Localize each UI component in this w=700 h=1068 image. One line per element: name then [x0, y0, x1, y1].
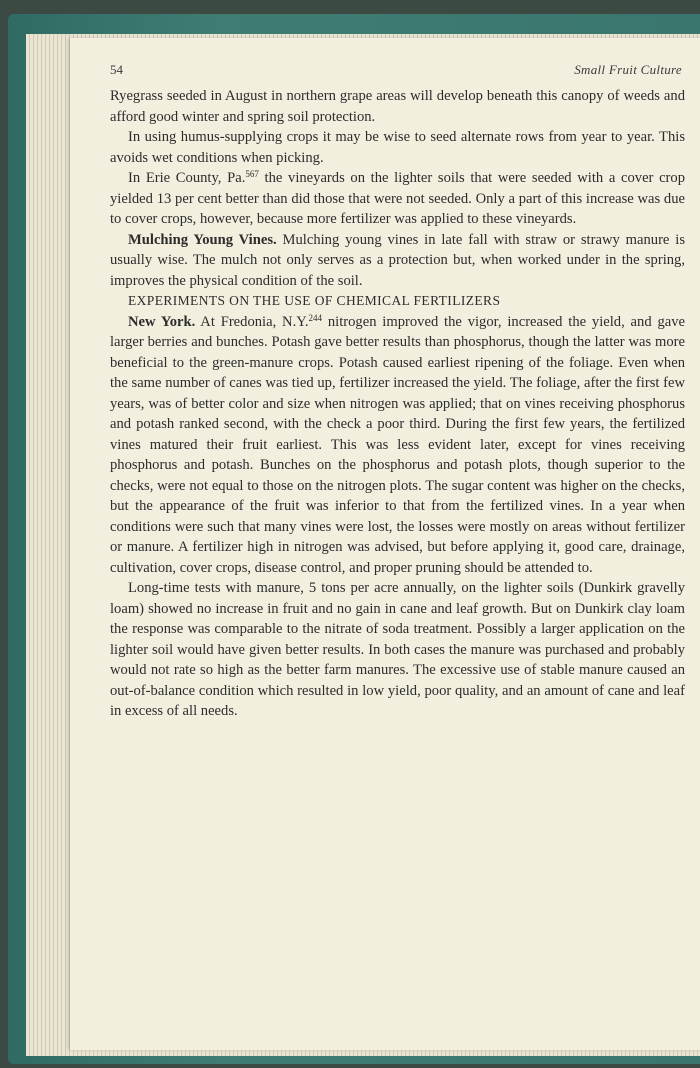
paragraph-text: the vineyards on the lighter soils that were seeded with a cover crop yielded 13 per cent better than did those that were not seeded. Only a part of this increase was due to cover crops, however, because more fertilizer was applied to these vineyards.	[110, 170, 686, 227]
reference-number: 244	[308, 312, 323, 323]
page-number: 54	[110, 62, 123, 77]
paragraph: In using humus-supplying crops it may be wise to seed alternate rows from year to year. This avoids wet conditions when picking.	[110, 129, 685, 166]
paragraph	[110, 168, 685, 230]
reference-number: 567	[245, 169, 259, 179]
run-in-heading: New York.	[128, 313, 196, 330]
paragraph	[110, 230, 685, 292]
body-text	[110, 86, 685, 722]
paragraph-text: nitrogen improved the vigor, increased the yield, and gave larger berries and bunches. Potash gave better results than phosphorus, though the latter was more beneficial to the green-manure crops. Potash caused earliest ripening of the foliage. Even when the same number of canes was tied up, fertilizer increased the yield. The foliage, after the first few years, was of better color and size when nitrogen was applied; that on vines receiving phosphorus and potash ranked second, with the check a poor third. During the first few years, the fertilized vines matured their fruit earliest. This was less evident later, except for vines receiving phosphorus and potash. Bunches on the phosphorus and potash plots, though superior to the checks, were not equal to those on the nitrogen plots. The sugar content was higher on the checks, but the appearance of the fruit was inferior to that from the fertilized vines. In a year when conditions were such that many vines were lost, the losses were mostly on areas without fertilizer or manure. A fertilizer high in nitrogen was advised, but before applying it, good care, drainage, cultivation, cover crops, disease control, and proper pruning should be attended to.	[110, 313, 685, 576]
paragraph: Ryegrass seeded in August in northern grape areas will develop beneath this canopy of weeds and afford good winter and spring soil protection.	[110, 88, 685, 125]
paragraph-text: Mulching young vines in late fall with straw or strawy manure is usually wise. The mulch not only serves as a protection but, when worked under in the spring, improves the physical condition of the soil.	[110, 231, 685, 289]
paragraph-text: At Fredonia, N.Y.	[195, 313, 309, 330]
paragraph-text: In Erie County, Pa.	[128, 170, 246, 186]
section-heading: EXPERIMENTS ON THE USE OF CHEMICAL FERTILIZERS	[128, 293, 501, 308]
page-header	[110, 62, 682, 80]
running-title: Small Fruit Culture	[574, 62, 682, 77]
paragraph: Long-time tests with manure, 5 tons per acre annually, on the lighter soils (Dunkirk gravelly loam) showed no increase in fruit and no gain in cane and leaf growth. But on Dunkirk clay loam the response was comparable to the nitrate of soda treatment. Possibly a larger application on the lighter soil would have given better results. In both cases the manure was purchased and probably would not rate so high as the better farm manures. The excessive use of stable manure caused an out-of-balance condition which resulted in low yield, poor quality, and an amount of cane and leaf in excess of all needs.	[110, 580, 685, 719]
paragraph	[110, 312, 685, 579]
run-in-heading: Mulching Young Vines.	[128, 231, 277, 248]
